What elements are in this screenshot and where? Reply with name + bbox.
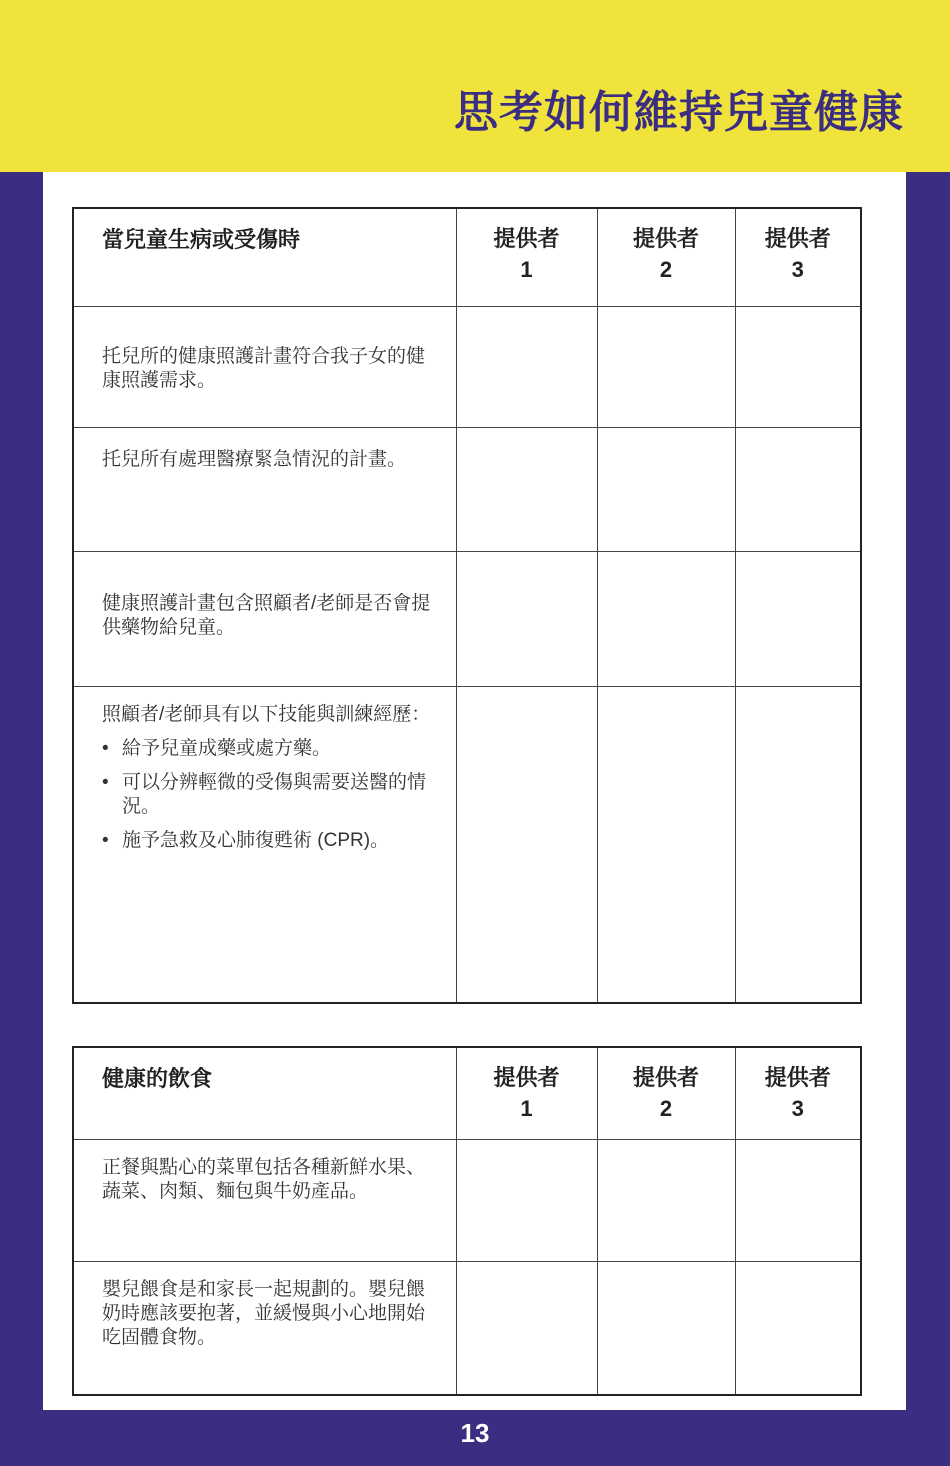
- provider-3-check-cell[interactable]: [735, 306, 861, 427]
- page-number: 13: [460, 1418, 490, 1448]
- row-text: 托兒所的健康照護計畫符合我子女的健康照護需求。: [73, 306, 456, 427]
- provider-2-check-cell[interactable]: [597, 1139, 735, 1261]
- provider-3-check-cell[interactable]: [735, 1139, 861, 1261]
- provider-2-header: [597, 208, 735, 306]
- list-item: • 給予兒童成藥或處方藥。: [102, 737, 436, 761]
- provider-label: 提供者: [493, 1065, 560, 1090]
- section-title: 健康的飲食: [73, 1047, 456, 1139]
- provider-3-check-cell[interactable]: [735, 551, 861, 686]
- table-row: [73, 1261, 861, 1395]
- provider-1-check-cell[interactable]: [456, 427, 597, 551]
- skills-list: [102, 737, 436, 853]
- provider-number: 1: [520, 257, 533, 282]
- provider-1-check-cell[interactable]: [456, 686, 597, 1003]
- provider-1-check-cell[interactable]: [456, 306, 597, 427]
- table-row: [73, 1139, 861, 1261]
- provider-1-check-cell[interactable]: [456, 1139, 597, 1261]
- provider-3-header: [735, 1047, 861, 1139]
- provider-1-header: [456, 208, 597, 306]
- provider-2-header: [597, 1047, 735, 1139]
- provider-2-check-cell[interactable]: [597, 686, 735, 1003]
- checklist-table-sick-or-injured: [72, 207, 862, 1004]
- provider-2-check-cell[interactable]: [597, 427, 735, 551]
- row-text: 嬰兒餵食是和家長一起規劃的。嬰兒餵奶時應該要抱著，並緩慢與小心地開始吃固體食物。: [73, 1261, 456, 1395]
- table-header-row: [73, 208, 861, 306]
- provider-2-check-cell[interactable]: [597, 1261, 735, 1395]
- table-row: [73, 427, 861, 551]
- list-item: • 施予急救及心肺復甦術 (CPR)。: [102, 829, 436, 853]
- provider-1-check-cell[interactable]: [456, 551, 597, 686]
- provider-1-header: [456, 1047, 597, 1139]
- provider-3-check-cell[interactable]: [735, 686, 861, 1003]
- table-row: [73, 686, 861, 1003]
- row-text: 照顧者/老師具有以下技能與訓練經歷：: [102, 703, 431, 725]
- provider-label: 提供者: [632, 226, 699, 251]
- provider-3-check-cell[interactable]: [735, 427, 861, 551]
- provider-label: 提供者: [493, 226, 560, 251]
- provider-label: 提供者: [764, 1065, 831, 1090]
- header-band: [0, 0, 950, 172]
- table-row: [73, 551, 861, 686]
- provider-2-check-cell[interactable]: [597, 551, 735, 686]
- provider-3-header: [735, 208, 861, 306]
- row-text: 托兒所有處理醫療緊急情況的計畫。: [73, 427, 456, 551]
- table-header-row: [73, 1047, 861, 1139]
- provider-number: 3: [791, 257, 804, 282]
- provider-number: 3: [791, 1096, 804, 1121]
- provider-1-check-cell[interactable]: [456, 1261, 597, 1395]
- provider-label: 提供者: [764, 226, 831, 251]
- list-item: • 可以分辨輕微的受傷與需要送醫的情況。: [102, 771, 436, 819]
- provider-number: 2: [659, 1096, 673, 1121]
- row-text: 健康照護計畫包含照顧者/老師是否會提供藥物給兒童。: [73, 551, 456, 686]
- provider-3-check-cell[interactable]: [735, 1261, 861, 1395]
- checklist-table-healthy-eating: [72, 1046, 862, 1396]
- provider-number: 2: [659, 257, 673, 282]
- row-text: 正餐與點心的菜單包括各種新鮮水果、蔬菜、肉類、麵包與牛奶產品。: [73, 1139, 456, 1261]
- section-title: 當兒童生病或受傷時: [73, 208, 456, 306]
- provider-number: 1: [520, 1096, 533, 1121]
- table-row: [73, 306, 861, 427]
- provider-2-check-cell[interactable]: [597, 306, 735, 427]
- provider-label: 提供者: [632, 1065, 699, 1090]
- page-title: 思考如何維持兒童健康: [454, 88, 904, 137]
- row-text-with-list: [73, 686, 456, 1003]
